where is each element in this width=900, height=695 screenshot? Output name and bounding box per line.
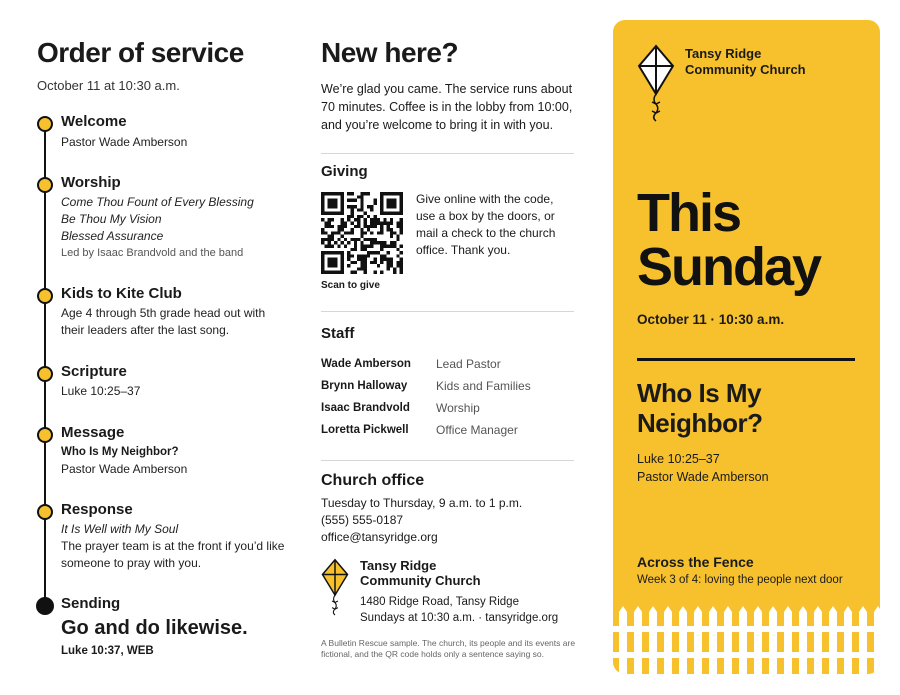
item-leader: Pastor Wade Amberson <box>61 135 188 149</box>
timeline-dot-final <box>36 597 54 615</box>
headline <box>637 183 821 297</box>
item-title: Message <box>61 424 125 441</box>
staff-role: Lead Pastor <box>436 357 501 371</box>
staff-row <box>321 397 574 419</box>
staff-list <box>321 353 574 441</box>
item-text: The prayer team is at the front if you’d like someone to pray with you. <box>61 539 285 570</box>
song-title: It Is Well with My Soul <box>61 522 179 536</box>
office-hours: Tuesday to Thursday, 9 a.m. to 1 p.m. <box>321 496 523 510</box>
song-title: Blessed Assurance <box>61 229 164 243</box>
timeline-dot <box>37 116 53 132</box>
item-title: Response <box>61 501 133 518</box>
headline-line: Sunday <box>637 237 821 297</box>
preacher-name: Pastor Wade Amberson <box>637 470 769 484</box>
service-item-welcome <box>61 112 291 151</box>
staff-name: Wade Amberson <box>321 358 411 370</box>
sermon-line: Neighbor? <box>637 408 763 438</box>
giving-text: Give online with the code, use a box by the doors, or mail a check to the church office. Thank you. <box>416 192 556 257</box>
sermon-line: Who Is My <box>637 378 762 408</box>
giving-title: Giving <box>321 163 368 180</box>
staff-title: Staff <box>321 325 355 342</box>
staff-name: Isaac Brandvold <box>321 402 410 414</box>
staff-role: Kids and Families <box>436 379 531 393</box>
office-title: Church office <box>321 472 425 489</box>
item-note: Led by Isaac Brandvold and the band <box>61 247 244 259</box>
sending-charge: Go and do likewise. <box>61 617 248 639</box>
passage-ref: Luke 10:25–37 <box>637 452 720 466</box>
item-title: Welcome <box>61 113 127 130</box>
order-of-service <box>37 36 287 93</box>
staff-row <box>321 419 574 441</box>
panel-church-name <box>685 46 806 78</box>
sermon-title: Who Is My Neighbor? <box>61 446 179 458</box>
panel-date: October 11 · 10:30 a.m. <box>637 312 785 327</box>
service-item-sending <box>61 594 291 660</box>
kite-logo-icon <box>637 44 675 122</box>
divider <box>321 460 574 461</box>
item-title: Kids to Kite Club <box>61 285 182 302</box>
timeline-dot <box>37 288 53 304</box>
church-address <box>360 594 558 626</box>
timeline-dot <box>37 177 53 193</box>
address-line: 1480 Ridge Road, Tansy Ridge <box>360 596 519 608</box>
panel-rule <box>637 358 855 361</box>
staff-role: Worship <box>436 401 480 415</box>
service-item-worship <box>61 173 291 262</box>
disclaimer: A Bulletin Rescue sample. The church, its people and its events are fictional, and the QR code holds only a sentence saying so. <box>321 638 576 659</box>
staff-role: Office Manager <box>436 423 518 437</box>
kite-logo-icon <box>321 558 349 616</box>
service-item-response <box>61 500 291 572</box>
item-title: Worship <box>61 174 121 191</box>
staff-row <box>321 353 574 375</box>
timeline-line <box>44 122 46 606</box>
office-info <box>321 495 522 546</box>
qr-caption: Scan to give <box>321 280 380 291</box>
church-name-line: Community Church <box>360 573 481 588</box>
staff-row <box>321 375 574 397</box>
staff-name: Loretta Pickwell <box>321 424 409 436</box>
item-text: Age 4 through 5th grade head out with their leaders after the last song. <box>61 306 266 337</box>
series-subtitle: Week 3 of 4: loving the people next door <box>637 574 843 586</box>
item-ref: Luke 10:37, WEB <box>61 645 154 657</box>
timeline-dot <box>37 427 53 443</box>
divider <box>321 153 574 154</box>
item-speaker: Pastor Wade Amberson <box>61 462 188 476</box>
church-name <box>360 558 481 588</box>
order-date: October 11 at 10:30 a.m. <box>37 78 180 93</box>
new-here-section <box>321 36 576 134</box>
new-here-title: New here? <box>321 37 459 68</box>
panel-sermon-title <box>637 378 867 438</box>
new-here-intro: We’re glad you came. The service runs about 70 minutes. Coffee is in the lobby from 10:00, and you’re welcome to bring it in with you. <box>321 82 573 132</box>
service-item-kids <box>61 284 291 339</box>
item-title: Sending <box>61 595 121 612</box>
picket-fence-icon <box>613 604 880 674</box>
office-phone: (555) 555-0187 <box>321 513 404 527</box>
this-sunday-panel <box>613 20 880 674</box>
song-title: Be Thou My Vision <box>61 212 162 226</box>
item-title: Scripture <box>61 363 127 380</box>
staff-name: Brynn Halloway <box>321 380 408 392</box>
service-time-line: Sundays at 10:30 a.m. · tansyridge.org <box>360 612 559 624</box>
service-item-message <box>61 423 291 478</box>
office-email: office@tansyridge.org <box>321 530 438 544</box>
qr-code-icon <box>321 192 403 274</box>
church-name-line: Tansy Ridge <box>685 46 762 61</box>
panel-passage <box>637 450 769 486</box>
church-name-line: Community Church <box>685 62 806 77</box>
service-item-scripture <box>61 362 291 400</box>
divider <box>321 311 574 312</box>
item-ref: Luke 10:25–37 <box>61 384 141 398</box>
church-name-line: Tansy Ridge <box>360 558 437 573</box>
song-title: Come Thou Fount of Every Blessing <box>61 195 254 209</box>
timeline-dot <box>37 504 53 520</box>
timeline-dot <box>37 366 53 382</box>
headline-line: This <box>637 183 741 243</box>
series-title: Across the Fence <box>637 554 754 570</box>
order-title: Order of service <box>37 37 244 68</box>
